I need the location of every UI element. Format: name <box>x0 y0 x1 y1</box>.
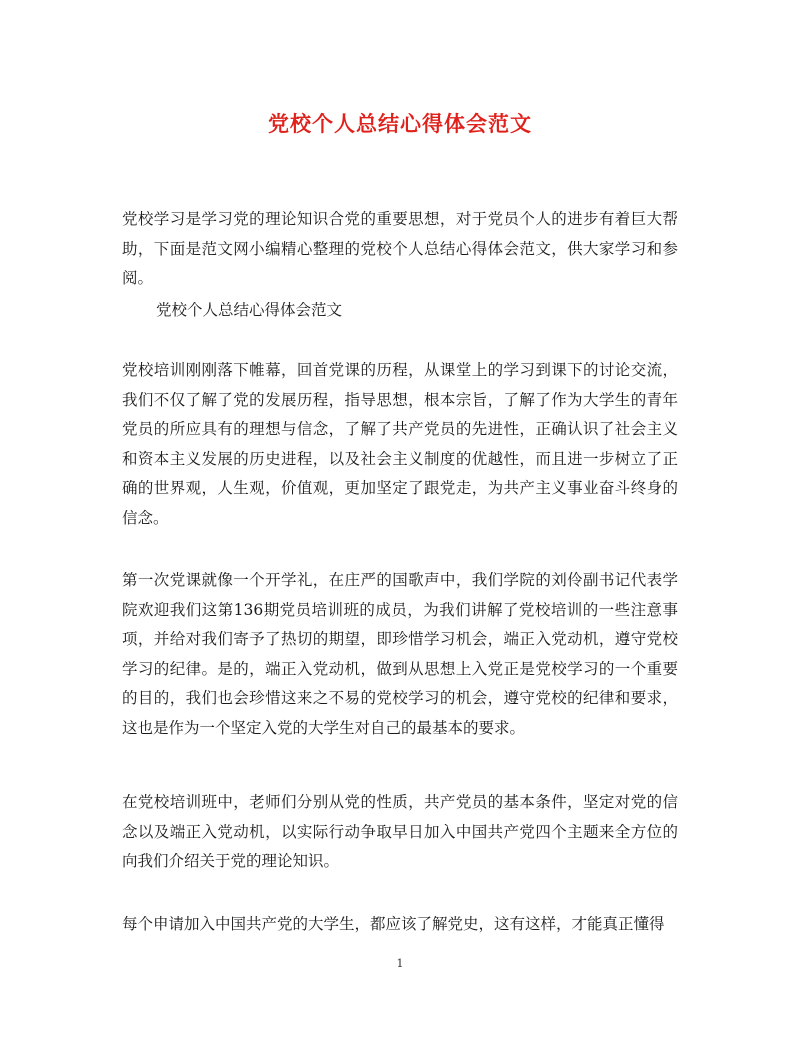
document-title: 党校个人总结心得体会范文 <box>268 111 532 136</box>
body-paragraph: 在党校培训班中，老师们分别从党的性质，共产党员的基本条件，坚定对党的信念以及端正入党动机，以实际行动争取早日加入中国共产党四个主题来全方位的向我们介绍关于党的理论知识。 <box>122 793 678 870</box>
body-paragraph: 第一次党课就像一个开学礼，在庄严的国歌声中，我们学院的刘伶副书记代表学院欢迎我们这第136期党员培训班的成员，为我们讲解了党校培训的一些注意事项，并给对我们寄予了热切的期望，即珍惜学习机会，端正入党动机，遵守党校学习的纪律。是的，端正入党动机，做到从思想上入党正是党校学习的一个重要的目的，我们也会珍惜这来之不易的党校学习的机会，遵守党校的纪律和要求，这也是作为一个坚定入党的大学生对自己的最基本的要求。 <box>122 571 678 737</box>
section-subheading: 党校个人总结心得体会范文 <box>156 301 343 319</box>
body-paragraph: 党校培训刚刚落下帷幕，回首党课的历程，从课堂上的学习到课下的讨论交流，我们不仅了解了党的发展历程，指导思想，根本宗旨，了解了作为大学生的青年党员的所应具有的理想与信念，了解了共产党员的先进性，正确认识了社会主义和资本主义发展的历史进程，以及社会主义制度的优越性，而且进一步树立了正确的世界观，人生观，价值观，更加坚定了跟党走，为共产主义事业奋斗终身的信念。 <box>122 361 678 527</box>
intro-paragraph: 党校学习是学习党的理论知识合党的重要思想，对于党员个人的进步有着巨大帮助，下面是范文网小编精心整理的党校个人总结心得体会范文，供大家学习和参阅。 <box>122 210 678 287</box>
page-number: 1 <box>396 957 404 970</box>
body-paragraph: 每个申请加入中国共产党的大学生，都应该了解党史，这有这样，才能真正懂得 <box>122 915 665 933</box>
